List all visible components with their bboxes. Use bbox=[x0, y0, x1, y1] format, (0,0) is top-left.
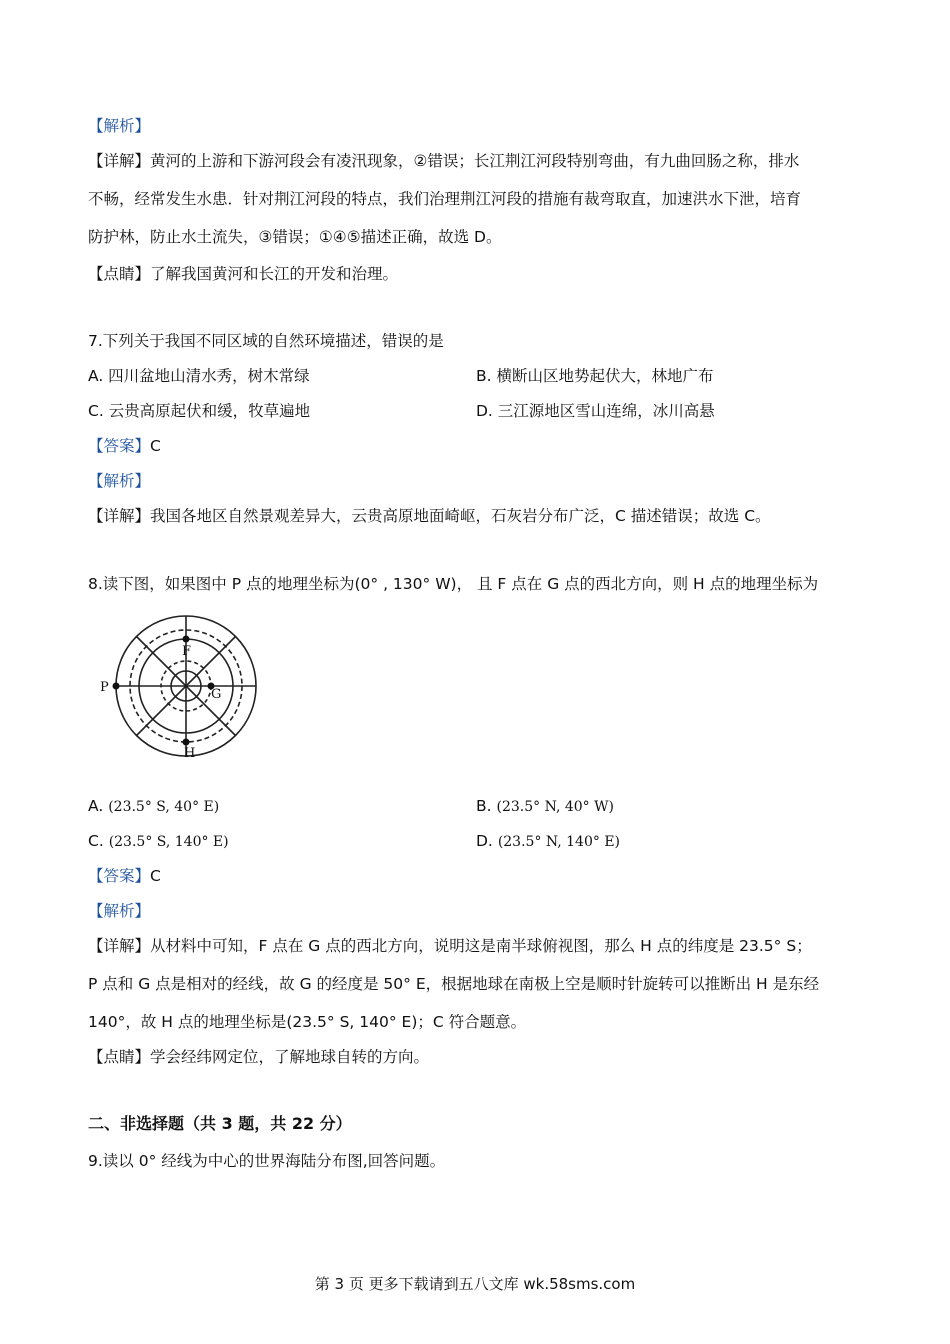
label-h: H bbox=[184, 746, 196, 761]
option-b: B. 横断山区地势起伏大，林地广布 bbox=[476, 367, 714, 385]
answer-value: C bbox=[150, 867, 161, 885]
detail-line bbox=[88, 935, 812, 957]
option-a: A. 四川盆地山清水秀，树木常绿 bbox=[88, 367, 310, 385]
detail-line bbox=[88, 150, 799, 172]
detail-line: 不畅，经常发生水患．针对荆江河段的特点，我们治理荆江河段的措施有裁弯取直，加速洪水下泄，培育 bbox=[88, 190, 802, 208]
label-p: P bbox=[100, 680, 109, 695]
comment-text: 学会经纬网定位，了解地球自转的方向。 bbox=[150, 1048, 430, 1066]
page-footer: 第 3 页 更多下载请到五八文库 wk.58sms.com bbox=[314, 1275, 636, 1293]
point-p-marker bbox=[113, 683, 120, 690]
comment-tag: 【点睛】 bbox=[88, 265, 151, 283]
label-g: G bbox=[211, 687, 222, 702]
comment-line bbox=[88, 1046, 429, 1068]
option-b: B. (23.5° N, 40° W) bbox=[476, 797, 614, 815]
detail-line: P 点和 G 点是相对的经线，故 G 的经度是 50° E，根据地球在南极上空是顺时针旋转可以推断出 H 是东经 bbox=[88, 975, 820, 993]
analysis-tag: 【解析】 bbox=[88, 472, 151, 490]
detail-line bbox=[88, 505, 771, 527]
option-d: D. 三江源地区雪山连绵，冰川高悬 bbox=[476, 402, 715, 420]
detail-tag: 【详解】 bbox=[88, 152, 151, 170]
detail-text: 从材料中可知，F 点在 G 点的西北方向，说明这是南半球俯视图，那么 H 点的纬度是 23.5° S； bbox=[150, 937, 812, 955]
detail-text: 我国各地区自然景观差异大，云贵高原地面崎岖，石灰岩分布广泛，C 描述错误；故选 C。 bbox=[150, 507, 771, 525]
detail-tag: 【详解】 bbox=[88, 937, 151, 955]
point-h-marker bbox=[183, 739, 190, 746]
polar-grid-figure bbox=[98, 610, 268, 765]
detail-text: 黄河的上游和下游河段会有凌汛现象，②错误；长江荆江河段特别弯曲，有九曲回肠之称，排水 bbox=[150, 152, 800, 170]
comment-tag: 【点睛】 bbox=[88, 1048, 151, 1066]
point-f-marker bbox=[183, 636, 190, 643]
option-c: C. 云贵高原起伏和缓，牧草遍地 bbox=[88, 402, 311, 420]
section-heading: 二、非选择题（共 3 题，共 22 分） bbox=[88, 1114, 352, 1133]
answer-tag: 【答案】 bbox=[88, 437, 151, 455]
answer-value: C bbox=[150, 437, 161, 455]
label-f: F bbox=[182, 644, 192, 659]
option-a: A. (23.5° S, 40° E) bbox=[88, 797, 220, 815]
detail-line: 防护林，防止水土流失，③错误；①④⑤描述正确，故选 D。 bbox=[88, 228, 502, 246]
detail-tag: 【详解】 bbox=[88, 507, 151, 525]
question-stem: 8.读下图，如果图中 P 点的地理坐标为(0° , 130° W)， 且 F 点在 G 点的西北方向，则 H 点的地理坐标为 bbox=[88, 575, 819, 593]
analysis-tag: 【解析】 bbox=[88, 902, 151, 920]
option-d: D. (23.5° N, 140° E) bbox=[476, 832, 621, 850]
comment-text: 了解我国黄河和长江的开发和治理。 bbox=[150, 265, 399, 283]
question-stem: 7.下列关于我国不同区域的自然环境描述，错误的是 bbox=[88, 332, 444, 350]
detail-line: 140°，故 H 点的地理坐标是(23.5° S, 140° E)；C 符合题意。 bbox=[88, 1013, 527, 1031]
question-stem: 9.读以 0° 经线为中心的世界海陆分布图,回答问题。 bbox=[88, 1152, 446, 1170]
option-c: C. (23.5° S, 140° E) bbox=[88, 832, 229, 850]
answer-tag: 【答案】 bbox=[88, 867, 151, 885]
analysis-tag: 【解析】 bbox=[88, 117, 151, 135]
answer-line bbox=[88, 865, 161, 887]
comment-line bbox=[88, 263, 398, 285]
answer-line bbox=[88, 435, 161, 457]
